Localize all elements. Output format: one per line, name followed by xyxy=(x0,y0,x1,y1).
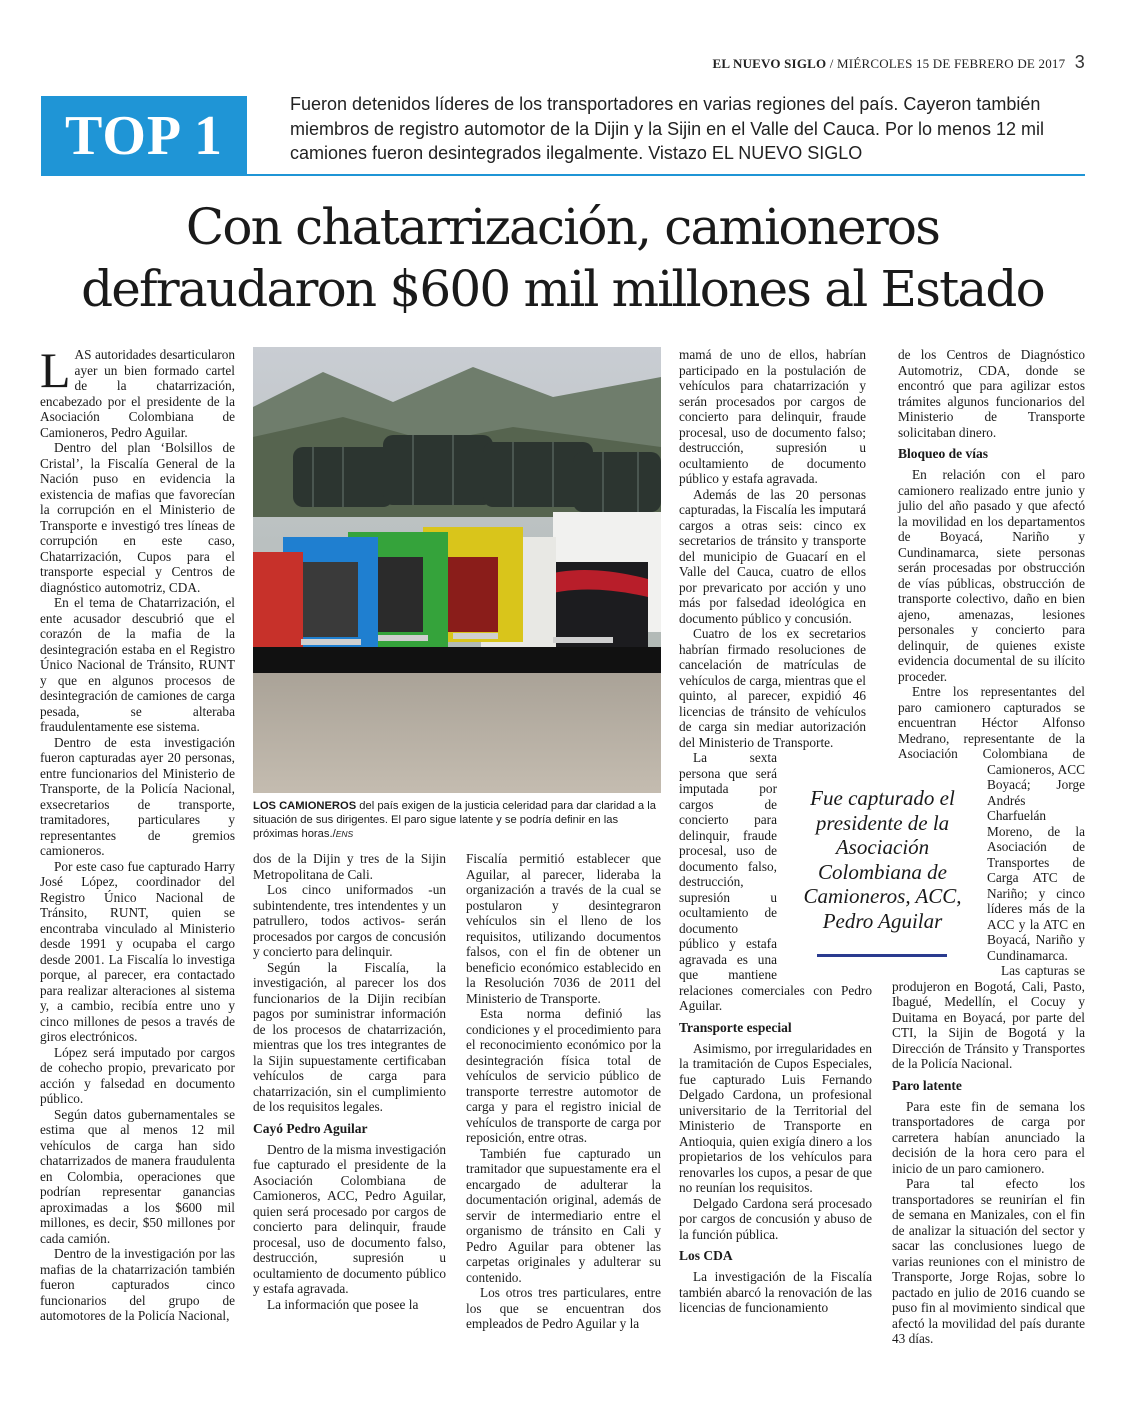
subheading: Bloqueo de vías xyxy=(898,446,989,461)
article-paragraph: dos de la Dijin y tres de la Sijin Metropolitana de Cali. xyxy=(253,851,446,882)
article-paragraph: También fue capturado un tramitador que supuestamente era el encargado de adulterar la documentación original, además de servir de intermediario entre el organismo de tránsito en Cali y Pedro Aguilar para obtener las carpetas originales y adulterar su contenido. xyxy=(466,1145,661,1285)
article-column-2 xyxy=(253,851,446,1396)
article-paragraph: Esta norma definió las condiciones y el procedimiento para el reconocimiento económico por la desintegración física total de vehículos de servicio público de transporte terrestre automotor de carga y para el registro inicial de vehículos de transporte de carga por reposición, entre otras. xyxy=(466,1006,661,1145)
headline xyxy=(30,196,1095,320)
trucks-photo xyxy=(253,347,661,793)
article-paragraph: LAS autoridades desarticularon ayer un bien formado cartel de la chatarrización, encabezado por el presidente de la Asociación Colombiana de Camioneros, Pedro Aguilar. xyxy=(40,347,235,440)
pull-quote: Fue capturado el presidente de la Asociación Colombiana de Camioneros, ACC, Pedro Aguilar xyxy=(803,786,962,933)
article-column-3 xyxy=(466,851,661,1396)
article-paragraph: Dentro de la misma investigación fue capturado el presidente de la Asociación Colombiana de Camioneros, ACC, Pedro Aguilar, quien será procesado por cargos de concierto para delinquir, fraude procesal, uso de documento falso, destrucción, supresión u ocultamiento de documento público y estafa agravada. xyxy=(253,1141,446,1296)
newspaper-name: EL NUEVO SIGLO xyxy=(712,56,827,71)
article-paragraph: En relación con el paro camionero realizado entre junio y julio del año pasado y que afectó la movilidad en los departamentos de Boyacá, Nariño y Cundinamarca, siete personas serán procesadas por obstrucción de vías públicas, obstrucción de transporte colectivo, daño en bien ajeno, amenazas, lesiones personales y concierto para delinquir, de quienes existe evidencia documental de su ilícito proceder. xyxy=(898,467,1085,684)
pull-quote-rule xyxy=(817,954,947,957)
article-paragraph: La información que posee la xyxy=(267,1296,419,1312)
layout-spacer xyxy=(866,347,872,759)
drop-cap: L xyxy=(40,347,71,398)
photo-caption xyxy=(253,799,661,841)
article-column-1 xyxy=(40,347,235,1397)
article-paragraph: Los otros tres particulares, entre los que se encuentran dos empleados de Pedro Aguilar y la xyxy=(466,1285,661,1331)
headline-line-2: defraudaron $600 mil millones al Estado xyxy=(81,260,1044,318)
article-paragraph: Dentro de la investigación por las mafias de la chatarrización también fueron capturados cinco funcionarios del grupo de automotores de la Policía Nacional, xyxy=(40,1246,235,1323)
subheading: Cayó Pedro Aguilar xyxy=(253,1120,368,1136)
article-paragraph: de los Centros de Diagnóstico Automotriz, CDA, donde se encontró que para agilizar estos trámites algunos funcionarios del Ministerio de Transporte solicitaban dinero. xyxy=(898,347,1085,440)
subheading: Paro latente xyxy=(892,1077,962,1093)
publication-date: MIÉRCOLES 15 DE FEBRERO DE 2017 xyxy=(837,56,1066,71)
article-paragraph: Para este fin de semana los transportadores de carga por carretera habían anunciado la decisión de la hora cero para el inicio de un paro camionero. xyxy=(892,1098,1085,1176)
top-summary: Fueron detenidos líderes de los transportadores en varias regiones del país. Cayeron también miembros de registro automotor de la Dijin y la Sijin en el Valle del Cauca. Por lo menos 12 mil camiones fueron desintegrados ilegalmente. Vistazo EL NUEVO SIGLO xyxy=(290,94,1045,163)
article-paragraph: Cuatro de los ex secretarios habrían firmado resoluciones de cancelación de matrículas de vehículos de carga, mientras que el quinto, al parecer, expidió 46 licencias de tránsito de vehículos de carga sin mediar autorización del Ministerio de Transporte. xyxy=(679,626,866,750)
masthead xyxy=(713,52,1085,73)
article-paragraph: Para tal efecto los transportadores se reunirían el fin de semana en Manizales, con el fin de analizar la situación del sector y sacar las conclusiones luego de varias reuniones con el ministro de Transporte, Jorge Rojas, sobre lo pactado en julio de 2016 cuando se puso fin al movimiento sindical que afectó la movilidad del país durante 43 días. xyxy=(892,1176,1085,1346)
top-divider xyxy=(247,174,1085,176)
article-paragraph: En el tema de Chatarrización, el ente acusador descubrió que el corazón de la mafia de la desintegración estaba en el Registro Único Nacional de Tránsito, RUNT y que en algunos procesos de desintegración de camiones de carga pesada, se alteraba fraudulentamente ese sistema. xyxy=(40,595,235,734)
article-paragraph: Según datos gubernamentales se estima que al menos 12 mil vehículos de carga han sido chatarrizados de manera fraudulenta en Colombia, operaciones que podrían representar ganancias aproximadas a los $600 mil millones, es decir, $50 millones por cada camión. xyxy=(40,1106,235,1246)
article-paragraph: La investigación de la Fiscalía también abarcó la renovación de las licencias de funcionamiento xyxy=(679,1269,872,1315)
subheading: Transporte especial xyxy=(679,1019,792,1035)
article-paragraph: Además de las 20 personas capturadas, la Fiscalía les imputará cargos a otras seis: cinco ex secretarios de tránsito y transporte del municipio de Guacarí en el Valle del Cauca, cuatro de ellos por prevaricato por acción y uno más por falsedad ideológica en documento público y concusión. xyxy=(679,486,866,626)
article-paragraph: López será imputado por cargos de cohecho propio, prevaricato por acción y falsedad en documento público. xyxy=(40,1044,235,1106)
article-paragraph: Fiscalía permitió establecer que Aguilar, al parecer, lideraba la organización a través de la cual se postularon y desintegraron vehículos sin el lleno de los requisitos, utilizando documentos falsos, con el fin de obtener un beneficio económico establecido en la Resolución 7036 de 2011 del Ministerio de Transporte. xyxy=(466,851,661,1006)
subheading: Los CDA xyxy=(679,1248,733,1263)
headline-line-1: Con chatarrización, camioneros xyxy=(185,198,940,256)
article-paragraph: Entre los representantes del paro camionero capturados se encuentran Héctor Alfonso Medrano, representante de la Asociación Colombiana de Camioneros, ACC Boyacá; Jorge Andrés Charfuelán Moreno, de la Asociación de Transportes de Carga ATC de Nariño; y cinco líderes más de la ACC y la ATC en Boyacá, Nariño y Cundinamarca. xyxy=(898,684,1085,963)
article-paragraph: La sexta persona que será imputada por cargos de concierto para delinquir, fraude procesal, uso de documento falso, destrucción, supresión u ocultamiento de documento público y estafa agravada es una que mantiene relaciones comerciales con Pedro Aguilar. xyxy=(679,750,872,1013)
masthead-separator: / xyxy=(829,56,834,71)
article-paragraph: Los cinco uniformados -un subintendente, tres intendentes y un patrullero, todos activos- serán procesados por cargos de concusión y concierto para delinquir. xyxy=(253,882,446,959)
article-paragraph: Dentro de esta investigación fueron capturadas ayer 20 personas, entre funcionarios del Ministerio de Transporte, de la Policía Nacional, exsecretarios de transporte, tramitadores, particulares y representantes de gremios camioneros. xyxy=(40,734,235,858)
article-paragraph: Delgado Cardona será procesado por cargos de concusión y abuso de la función pública. xyxy=(679,1195,872,1242)
top-badge: TOP 1 xyxy=(41,96,247,176)
article-paragraph: Por este caso fue capturado Harry José López, coordinador del Registro Único Nacional de Tránsito, RUNT, quien se encontraba vinculado al Ministerio desde 1991 y ocupaba el cargo desde 2001. La Fiscalía lo investiga porque, al parecer, era contactado para realizar alteraciones al sistema y, a cambio, recibía entre uno y cinco millones de pesos a través de giros electrónicos. xyxy=(40,858,235,1044)
photo-credit: ENS xyxy=(335,829,354,839)
caption-text: del país exigen de la justicia celeridad para dar claridad a la situación de sus dirigentes. El paro sigue latente y se podría definir en las próximas horas./ xyxy=(253,800,656,840)
article-paragraph: Según la Fiscalía, la investigación, al parecer los dos funcionarios de la Dijin recibían pagos por suministrar información de los procesos de chatarrización, mientras que los tres integrantes de la Sijin supuestamente certificaban vehículos de carga para chatarrización, sin el cumplimiento de los requisitos legales. xyxy=(253,959,446,1114)
article-paragraph: Dentro del plan ‘Bolsillos de Cristal’, la Fiscalía General de la Nación puso en evidencia la existencia de mafias que favorecían la corrupción en el Ministerio de Transporte e investigó tres líneas de corrupción en este caso, Chatarrización, Cupos para el transporte especial y Centros de diagnóstico automotriz, CDA. xyxy=(40,440,235,595)
article-paragraph: Asimismo, por irregularidades en la tramitación de Cupos Especiales, fue capturado Luis Fernando Delgado Cardona, un profesional universitario de la Territorial del Ministerio de Transporte en Antioquia, quien exigía dinero a los propietarios de los vehículos para renovarles los cupos, a pesar de que no reunían los requisitos. xyxy=(679,1040,872,1195)
caption-lead: LOS CAMIONEROS xyxy=(253,800,357,812)
article-paragraph: mamá de uno de ellos, habrían participado en la postulación de vehículos para chatarrización y serán procesados por cargos de concierto para delinquir, fraude procesal, uso de documento falso; destrucción, supresión u ocultamiento de documento público y estafa agravada. xyxy=(679,347,866,486)
article-paragraph: Las capturas se produjeron en Bogotá, Cali, Pasto, Ibagué, Medellín, el Cocuy y Duitama en Boyacá, por parte del CTI, la Sijin de Bogotá y la Dirección de Tránsito y Transportes de la Policía Nacional. xyxy=(892,963,1085,1071)
page-number: 3 xyxy=(1074,52,1085,72)
